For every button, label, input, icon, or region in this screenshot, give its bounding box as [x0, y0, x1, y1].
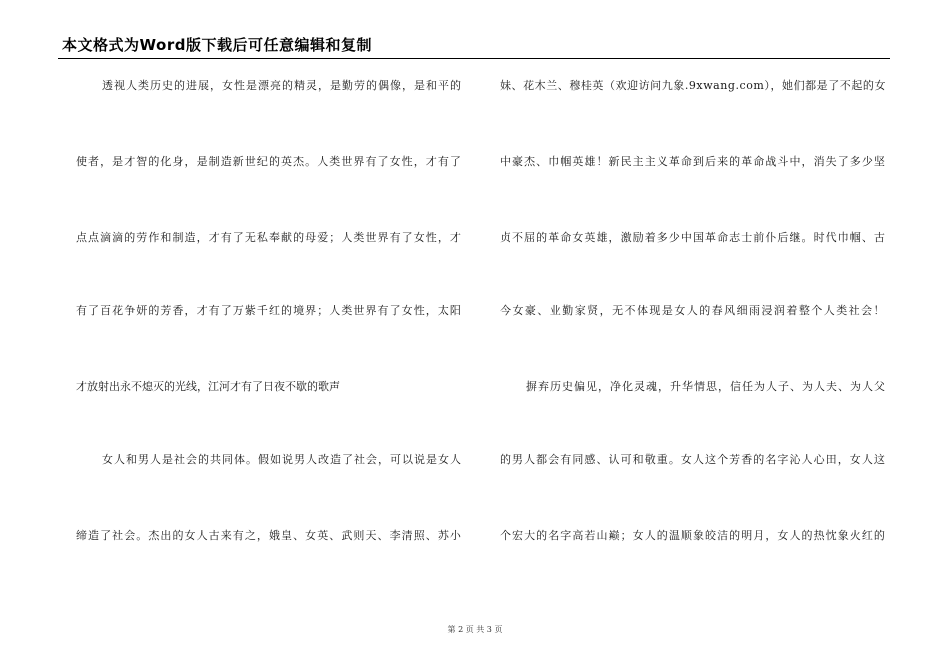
text-line: 使者，是才智的化身，是制造新世纪的英杰。人类世界有了女性，才有了 — [76, 155, 462, 168]
text-line: 妹、花木兰、穆桂英（欢迎访问九象.9xwang.com），她们都是了不起的女 — [500, 79, 886, 92]
text-line: 今女豪、业勤家贤，无不体现是女人的春风细雨浸润着整个人类社会！ — [500, 304, 886, 317]
text-line: 才放射出永不熄灭的光线，江河才有了日夜不歇的歌声 — [76, 380, 340, 393]
document-header-title: 本文格式为Word版下载后可任意编辑和复制 — [62, 36, 372, 54]
text-line: 点点滴滴的劳作和制造，才有了无私奉献的母爱；人类世界有了女性，才 — [76, 231, 462, 244]
text-line: 贞不屈的革命女英雄，激励着多少中国革命志士前仆后继。时代巾帼、古 — [500, 231, 886, 244]
text-line: 个宏大的名字高若山巅；女人的温顺象皎洁的明月，女人的热忱象火红的 — [500, 529, 886, 542]
header-divider — [58, 58, 890, 59]
text-line: 缔造了社会。杰出的女人古来有之，娥皇、女英、武则天、李清照、苏小 — [76, 529, 462, 542]
text-line: 透视人类历史的进展，女性是漂亮的精灵，是勤劳的偶像，是和平的 — [102, 79, 462, 92]
text-line: 摒弃历史偏见，净化灵魂，升华情思，信任为人子、为人夫、为人父 — [526, 380, 886, 393]
text-line: 的男人都会有同感、认可和敬重。女人这个芳香的名字沁人心田，女人这 — [500, 453, 886, 466]
text-line: 中豪杰、巾帼英雄！新民主主义革命到后来的革命战斗中，消失了多少坚 — [500, 155, 886, 168]
page-number: 第 2 页 共 3 页 — [447, 625, 503, 634]
text-line: 女人和男人是社会的共同体。假如说男人改造了社会，可以说是女人 — [102, 453, 462, 466]
text-line: 有了百花争妍的芳香，才有了万紫千红的境界；人类世界有了女性，太阳 — [76, 304, 462, 317]
